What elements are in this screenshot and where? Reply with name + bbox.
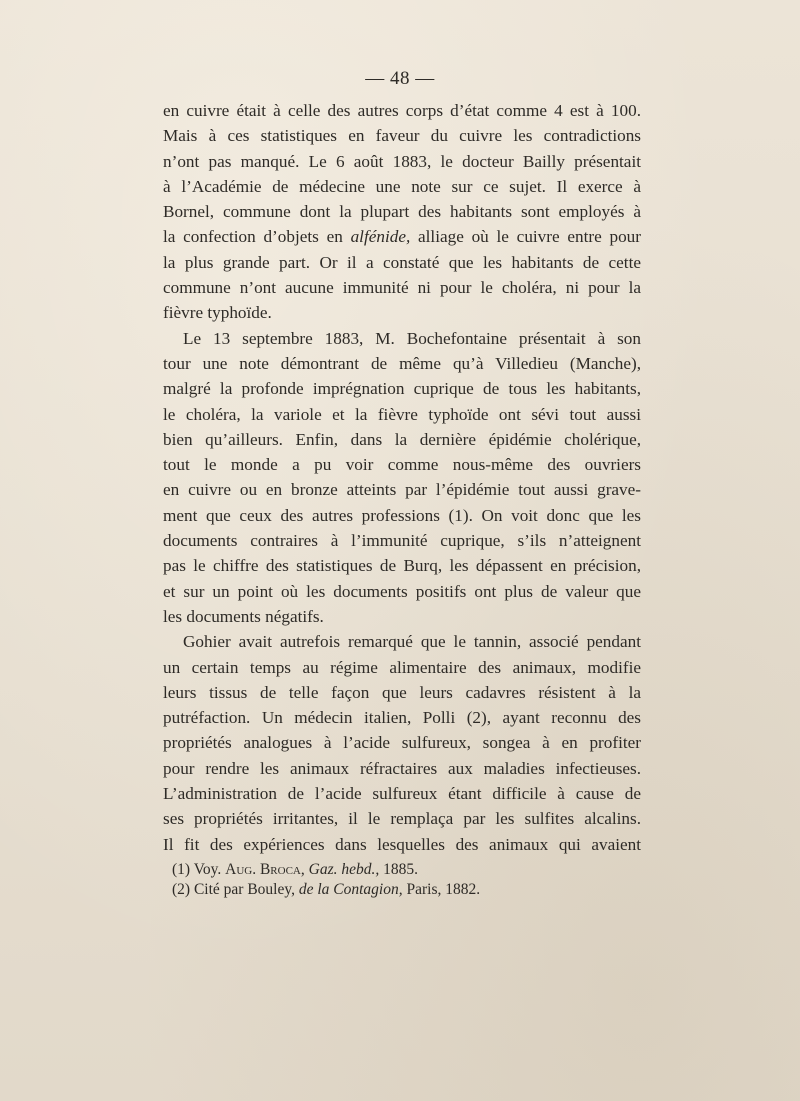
text-line <box>163 224 641 249</box>
text-line: ses propriétés irritantes, il le remplaça par les sulfites alcalins. <box>163 809 641 829</box>
text-line: les documents négatifs. <box>163 606 324 626</box>
footnote-marker: (1) <box>172 861 191 878</box>
footnote-source: Gaz. hebd., <box>308 861 380 878</box>
footnote-author: Aug. Broca, <box>225 861 305 878</box>
text-line: putréfaction. Un médecin italien, Polli (2), ayant reconnu des <box>163 708 641 728</box>
body-text <box>163 98 641 857</box>
text-line: malgré la profonde imprégnation cuprique de tous les habitants, <box>163 379 641 399</box>
text-line: Il fit des expériences dans lesquelles des animaux qui avaient <box>163 834 641 854</box>
text-line: un certain temps au régime alimentaire des animaux, modifie <box>163 657 641 677</box>
text-line: et sur un point où les documents positifs ont plus de valeur que <box>163 581 641 601</box>
text-line: Bornel, commune dont la plupart des habitants sont employés à <box>163 202 641 222</box>
footnote-1 <box>172 860 642 880</box>
text-line: le choléra, la variole et la fièvre typhoïde ont sévi tout aussi <box>163 404 641 424</box>
text-line: pour rendre les animaux réfractaires aux maladies infectieuses. <box>163 758 641 778</box>
text-line: tour une note démontrant de même qu’à Villedieu (Manche), <box>163 353 641 373</box>
text-line: L’administration de l’acide sulfureux étant difficile à cause de <box>163 784 641 804</box>
italic-term: alfénide, <box>350 227 411 247</box>
text-line: en cuivre était à celle des autres corps d’état comme 4 est à 100. <box>163 101 641 120</box>
text-line: pas le chiffre des statistiques de Burq, les dépassent en précision, <box>163 556 641 576</box>
text-line: en cuivre ou en bronze atteints par l’épidémie tout aussi grave- <box>163 480 641 500</box>
footnote-text: Voy. <box>193 861 222 878</box>
text-line: commune n’ont aucune immunité ni pour le choléra, ni pour la <box>163 278 641 298</box>
footnote-text: Paris, 1882. <box>406 881 481 898</box>
text-segment: la confection d’objets en <box>163 227 343 247</box>
text-line: tout le monde a pu voir comme nous-même des ouvriers <box>163 455 641 475</box>
text-line: ment que ceux des autres professions (1). On voit donc que les <box>163 505 641 525</box>
text-line: fièvre typhoïde. <box>163 303 272 323</box>
text-line: la plus grande part. Or il a constaté que les habitants de cette <box>163 252 641 272</box>
footnote-2 <box>172 880 642 900</box>
page-number: — 48 — <box>365 68 435 89</box>
text-line: leurs tissus de telle façon que leurs cadavres résistent à la <box>163 682 641 702</box>
text-line: Gohier avait autrefois remarqué que le tannin, associé pendant <box>183 632 641 652</box>
text-line: propriétés analogues à l’acide sulfureux, songea à en profiter <box>163 733 641 753</box>
footnote-marker: (2) <box>172 881 191 898</box>
footnote-source: de la Contagion, <box>298 881 403 898</box>
text-line: Le 13 septembre 1883, M. Bochefontaine présentait à son <box>183 328 641 348</box>
footnotes <box>172 860 642 900</box>
text-line: bien qu’ailleurs. Enfin, dans la dernière épidémie cholérique, <box>163 429 641 449</box>
text-line: à l’Académie de médecine une note sur ce sujet. Il exerce à <box>163 176 641 196</box>
footnote-text: 1885. <box>383 861 418 878</box>
text-line: Mais à ces statistiques en faveur du cuivre les contradictions <box>163 126 641 146</box>
text-line: n’ont pas manqué. Le 6 août 1883, le docteur Bailly présentait <box>163 151 641 171</box>
text-segment: alliage où le cuivre entre pour <box>418 227 641 247</box>
footnote-text: Cité par Bouley, <box>193 881 295 898</box>
text-line: documents contraires à l’immunité cuprique, s’ils n’atteignent <box>163 531 641 551</box>
